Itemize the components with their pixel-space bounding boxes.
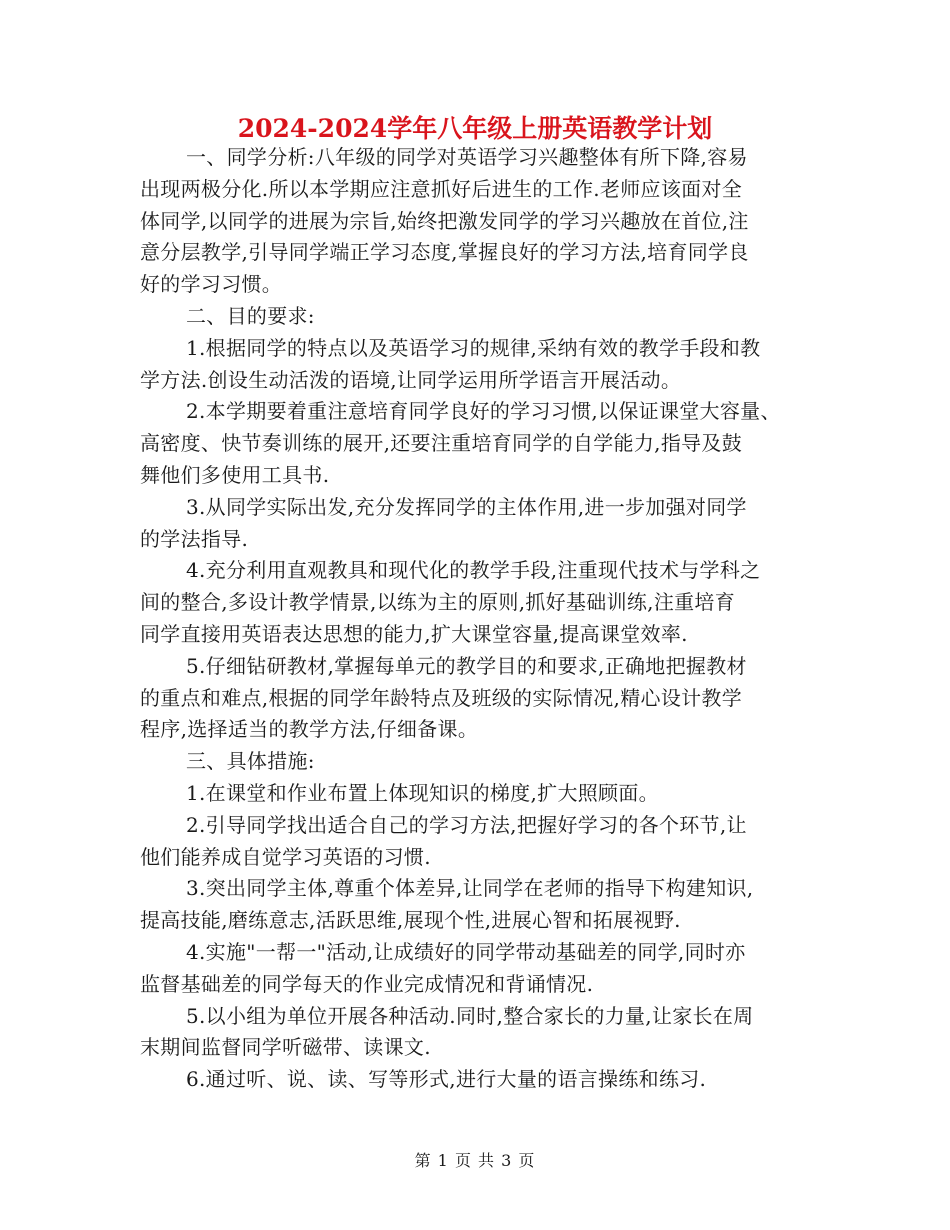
text-line: 三、具体措施: [186,749,315,774]
document-body [140,142,812,1096]
text-line: 他们能养成自觉学习英语的习惯. [140,844,431,869]
text-line: 好的学习习惯。 [140,272,283,297]
text-line: 的重点和难点,根据的同学年龄特点及班级的实际情况,精心设计教学 [140,685,743,710]
text-line: 出现两极分化.所以本学期应注意抓好后进生的工作.老师应该面对全 [140,176,743,201]
page-footer: 第 1 页 共 3 页 [414,1151,536,1170]
text-line: 程序,选择适当的教学方法,仔细备课。 [140,717,479,742]
text-line: 提高技能,磨练意志,活跃思维,展现个性,进展心智和拓展视野. [140,908,681,933]
text-line: 2.引导同学找出适合自己的学习方法,把握好学习的各个环节,让 [186,812,747,837]
text-line: 末期间监督同学听磁带、读课文. [140,1035,431,1060]
text-line: 4.实施"一帮一"活动,让成绩好的同学带动基础差的同学,同时亦 [186,939,746,964]
text-line: 同学直接用英语表达思想的能力,扩大课堂容量,提高课堂效率. [140,621,688,646]
text-line: 3.从同学实际出发,充分发挥同学的主体作用,进一步加强对同学 [186,494,747,519]
text-line: 4.充分利用直观教具和现代化的教学手段,注重现代技术与学科之 [186,558,761,583]
text-line: 一、同学分析:八年级的同学对英语学习兴趣整体有所下降,容易 [186,145,748,169]
text-line: 高密度、快节奏训练的展开,还要注重培育同学的自学能力,指导及鼓 [140,431,743,456]
text-line: 3.突出同学主体,尊重个体差异,让同学在老师的指导下构建知识, [186,876,754,901]
text-line: 5.仔细钻研教材,掌握每单元的教学目的和要求,正确地把握教材 [186,653,747,678]
text-line: 意分层教学,引导同学端正学习态度,掌握良好的学习方法,培育同学良 [140,240,749,265]
document-title: 2024-2024学年八年级上册英语教学计划 [237,114,713,143]
text-line: 2.本学期要着重注意培育同学良好的学习习惯,以保证课堂大容量、 [186,399,781,424]
text-line: 的学法指导. [140,526,249,551]
text-line: 学方法.创设生动活泼的语境,让同学运用所学语言开展活动。 [140,367,682,392]
text-line: 监督基础差的同学每天的作业完成情况和背诵情况. [140,971,594,996]
text-line: 6.通过听、说、读、写等形式,进行大量的语言操练和练习. [186,1067,707,1092]
text-line: 5.以小组为单位开展各种活动.同时,整合家长的力量,让家长在周 [186,1003,754,1028]
text-line: 体同学,以同学的进展为宗旨,始终把激发同学的学习兴趣放在首位,注 [140,208,749,233]
text-line: 二、目的要求: [186,303,315,328]
text-line: 1.根据同学的特点以及英语学习的规律,采纳有效的教学手段和教 [186,335,761,360]
text-line: 1.在课堂和作业布置上体现知识的梯度,扩大照顾面。 [186,780,659,805]
text-line: 舞他们多使用工具书. [140,462,330,487]
text-line: 间的整合,多设计教学情景,以练为主的原则,抓好基础训练,注重培育 [140,590,736,615]
